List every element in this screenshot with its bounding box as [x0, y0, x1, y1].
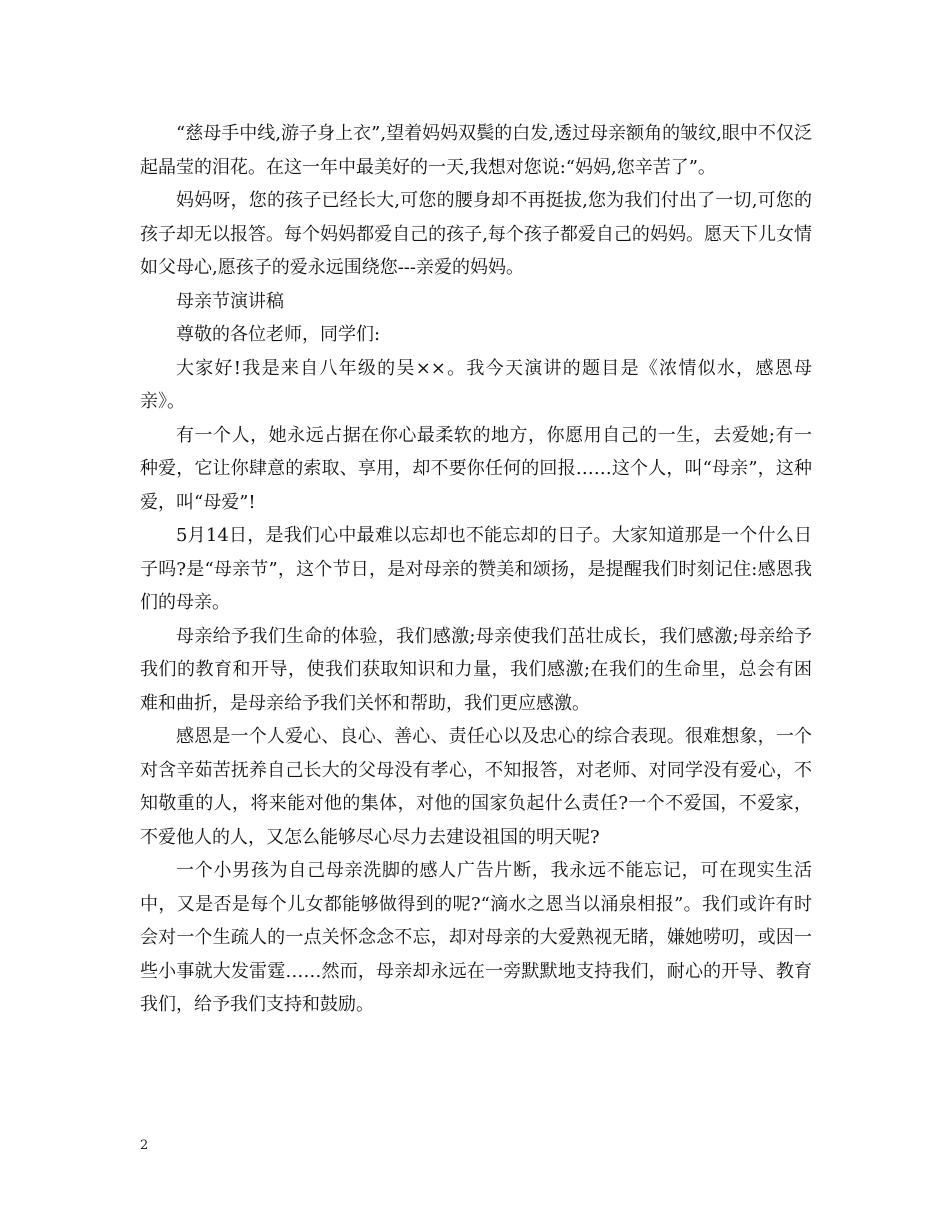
paragraph-1: “慈母手中线,游子身上衣”,望着妈妈双鬓的白发,透过母亲额角的皱纹,眼中不仅泛起晶莹的泪花。在这一年中最美好的一天,我想对您说:“妈妈,您辛苦了”。: [140, 123, 812, 178]
speech-title: 母亲节演讲稿: [176, 290, 284, 312]
page-number: 2: [140, 1138, 149, 1153]
paragraph-2: 妈妈呀，您的孩子已经长大,可您的腰身却不再挺拔,您为我们付出了一切,可您的孩子却无以报答。每个妈妈都爱自己的孩子,每个孩子都爱自己的妈妈。愿天下儿女情如父母心,愿孩子的爱永远围绕您---亲爱的妈妈。: [140, 190, 812, 278]
paragraph-greeting: 大家好!我是来自八年级的吴××。我今天演讲的题目是《浓情似水，感恩母亲》。: [140, 357, 812, 412]
paragraph-little-boy: 一个小男孩为自己母亲洗脚的感人广告片断，我永远不能忘记，可在现实生活中，又是否是每个儿女都能够做得到的呢?“滴水之恩当以涌泉相报”。我们或许有时会对一个生疏人的一点关怀念念不忘，却对母亲的大爱熟视无睹，嫌她唠叨，或因一些小事就大发雷霆……然而，母亲却永远在一旁默默地支持我们，耐心的开导、教育我们，给予我们支持和鼓励。: [140, 860, 812, 1015]
paragraph-thankfulness: 感恩是一个人爱心、良心、善心、责任心以及忠心的综合表现。很难想象，一个对含辛茹苦抚养自己长大的父母没有孝心，不知报答，对老师、对同学没有爱心，不知敬重的人，将来能对他的集体，对他的国家负起什么责任?一个不爱国，不爱家，不爱他人的人，又怎么能够尽心尽力去建设祖国的明天呢?: [140, 726, 812, 848]
salutation: 尊敬的各位老师，同学们:: [176, 324, 381, 345]
paragraph-mother-love: 有一个人，她永远占据在你心最柔软的地方，你愿用自己的一生，去爱她;有一种爱，它让你肆意的索取、享用，却不要你任何的回报……这个人，叫“母亲”，这种爱，叫“母爱”!: [140, 424, 812, 513]
paragraph-gratitude: 母亲给予我们生命的体验，我们感激;母亲使我们茁壮成长，我们感激;母亲给予我们的教育和开导，使我们获取知识和力量，我们感激;在我们的生命里，总会有困难和曲折，是母亲给予我们关怀和帮助，我们更应感激。: [140, 625, 812, 714]
document-body: [140, 117, 812, 1022]
paragraph-mothers-day: 5月14日，是我们心中最难以忘却也不能忘却的日子。大家知道那是一个什么日子吗?是“母亲节”，这个节日，是对母亲的赞美和颂扬，是提醒我们时刻记住:感恩我们的母亲。: [140, 525, 812, 613]
